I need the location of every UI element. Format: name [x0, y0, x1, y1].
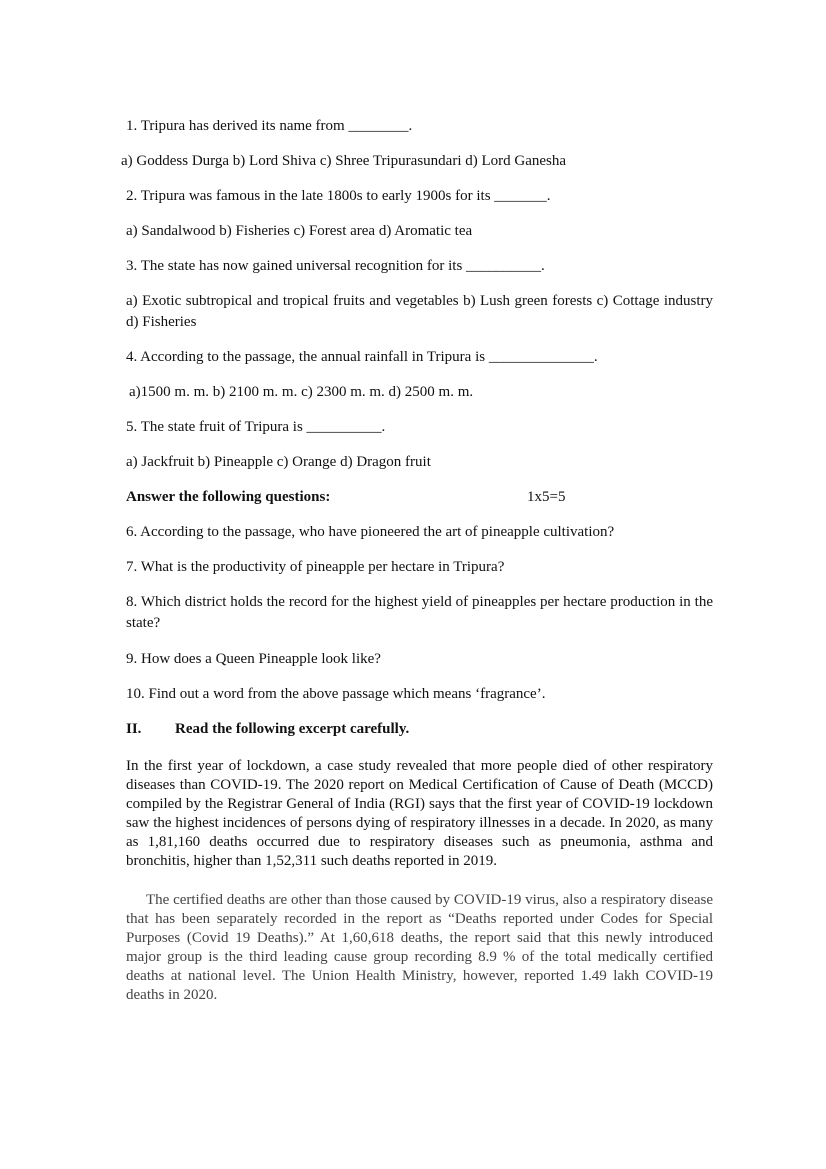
question-5: 5. The state fruit of Tripura is __________.	[126, 419, 386, 435]
question-1-options: a) Goddess Durga b) Lord Shiva c) Shree Tripurasundari d) Lord Ganesha	[121, 153, 567, 169]
question-2: 2. Tripura was famous in the late 1800s to early 1900s for its _______.	[126, 188, 551, 204]
question-1: 1. Tripura has derived its name from ________.	[126, 118, 413, 134]
question-8: 8. Which district holds the record for the highest yield of pineapples per hectare production in the state?	[126, 594, 713, 631]
excerpt-paragraph-2: The certified deaths are other than those caused by COVID-19 virus, also a respiratory disease that has been separately recorded in the report as “Deaths reported under Codes for Special Purposes (Covid 19 Deaths).” At 1,60,618 deaths, the report said that this newly introduced major group is the third leading cause group recording 8.9 % of the total medically certified deaths at national level. The Union Health Ministry, however, reported 1.49 lakh COVID-19 deaths in 2020.	[126, 892, 713, 1003]
question-2-options: a) Sandalwood b) Fisheries c) Forest area d) Aromatic tea	[126, 223, 473, 239]
question-6: 6. According to the passage, who have pioneered the art of pineapple cultivation?	[126, 524, 615, 540]
answer-section-marks: 1x5=5	[527, 489, 566, 505]
excerpt-paragraph-1: In the first year of lockdown, a case study revealed that more people died of other respiratory diseases than COVID-19. The 2020 report on Medical Certification of Cause of Death (MCCD) compiled by the Registrar General of India (RGI) says that the first year of COVID-19 lockdown saw the highest incidences of persons dying of respiratory illnesses in a decade. In 2020, as many as 1,81,160 deaths occurred due to respiratory diseases such as pneumonia, asthma and bronchitis, higher than 1,52,311 such deaths reported in 2019.	[126, 758, 713, 869]
section-two-title: Read the following excerpt carefully.	[175, 721, 410, 737]
question-9: 9. How does a Queen Pineapple look like?	[126, 651, 381, 667]
question-5-options: a) Jackfruit b) Pineapple c) Orange d) Dragon fruit	[126, 454, 431, 470]
question-4: 4. According to the passage, the annual rainfall in Tripura is ______________.	[126, 349, 598, 365]
question-3: 3. The state has now gained universal recognition for its __________.	[126, 258, 545, 274]
section-two-number: II.	[126, 721, 142, 737]
question-10: 10. Find out a word from the above passage which means ‘fragrance’.	[126, 686, 546, 702]
question-4-options: a)1500 m. m. b) 2100 m. m. c) 2300 m. m. d) 2500 m. m.	[129, 384, 474, 400]
question-7: 7. What is the productivity of pineapple per hectare in Tripura?	[126, 559, 505, 575]
question-3-options: a) Exotic subtropical and tropical fruits and vegetables b) Lush green forests c) Cottage industry d) Fisheries	[126, 293, 713, 330]
answer-section-heading: Answer the following questions:	[126, 489, 331, 505]
